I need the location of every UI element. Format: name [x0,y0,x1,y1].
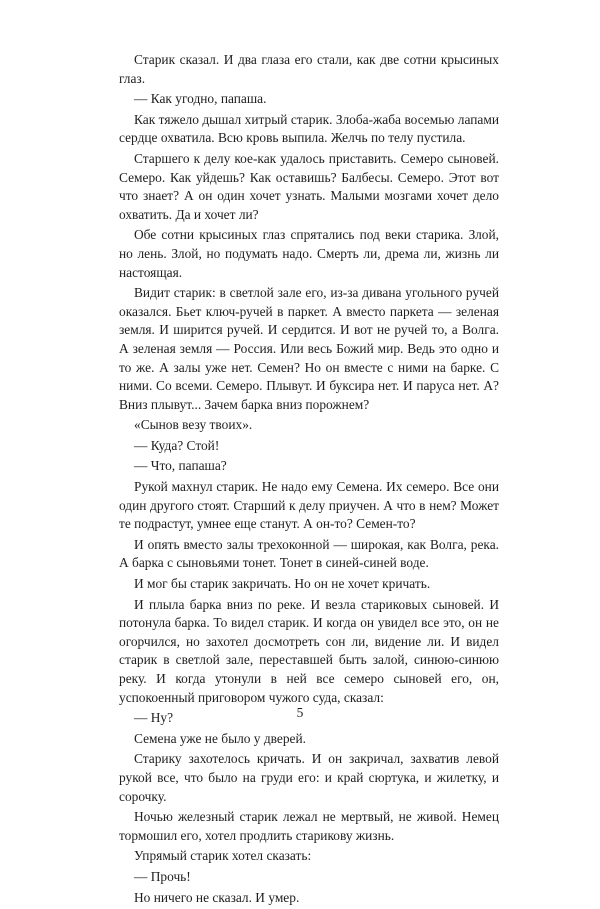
paragraph: — Прочь! [134,868,191,884]
paragraph: Старшего к делу кое-как удалось приставить. Семеро сыновей. Семеро. Как уйдешь? Как оставишь? Балбесы. Семеро. Этот вот что знает? А он один хочет узнать. Малыми мозгами хочет дело охватить. Да и хочет ли? [119,150,499,222]
paragraph: И мог бы старик закричать. Но он не хочет кричать. [134,576,431,592]
paragraph: — Как угодно, папаша. [134,91,267,107]
paragraph: — Что, папаша? [134,458,227,474]
paragraph: Старик сказал. И два глаза его стали, как две сотни крысиных глаз. [119,52,499,86]
paragraph: Семена уже не было у дверей. [134,730,306,746]
paragraph: Как тяжело дышал хитрый старик. Злоба-жаба восемью лапами сердце охватила. Всю кровь выпила. Желчь по телу пустила. [119,111,499,146]
paragraph: Рукой махнул старик. Не надо ему Семена. Их семеро. Все они один другого стоят. Старший к делу приучен. А что в нем? Может те подрастут, умнее еще станут. А он-то? Семен-то? [119,479,499,532]
paragraph: Но ничего не сказал. И умер. [134,889,300,905]
body-text [119,51,499,909]
paragraph: Упрямый старик хотел сказать: [134,848,312,864]
paragraph: Ночью железный старик лежал не мертвый, не живой. Немец тормошил его, хотел продлить старикову жизнь. [119,809,499,843]
paragraph: Видит старик: в светлой зале его, из-за дивана угольного ручей оказался. Бьет ключ-ручей в паркет. А вместо паркета — зеленая земля. И ширится ручей. И сердится. И вот не ручей то, а Волга. А зеленая земля — Россия. Или весь Божий мир. Ведь это одно и то же. А залы уже нет. Семен? Но он вместе с ними на барке. С ними. Со всеми. Семеро. Плывут. И буксира нет. И паруса нет. А? Вниз плывут... Зачем барка вниз порожнем? [119,285,499,412]
paragraph: «Сынов везу твоих». [134,417,253,433]
paragraph: — Куда? Стой! [134,437,220,453]
paragraph: Старику захотелось кричать. И он закричал, захватив левой рукой все, что было на груди его: и край сюртука, и жилетку, и сорочку. [119,751,499,804]
paragraph: И опять вместо залы трехоконной — широкая, как Волга, река. А барка с сыновьями тонет. Тонет в синей-синей воде. [119,536,499,571]
paragraph: Обе сотни крысиных глаз спрятались под веки старика. Злой, но лень. Злой, но подумать надо. Смерть ли, дрема ли, жизнь ли настоящая. [119,227,499,280]
paragraph: И плыла барка вниз по реке. И везла стариковых сыновей. И потонула барка. То видел старик. И когда он увидел все это, он не огорчился, но захотел досмотреть сон ли, видение ли. И видел старик в светлой зале, переставшей быть залой, синюю-синюю реку. И когда утонули в ней все семеро сыновей его, он, успокоенный приговором чужого суда, сказал: [119,596,499,705]
page-number: 5 [296,705,304,720]
paragraph: — Ну? [134,710,174,726]
